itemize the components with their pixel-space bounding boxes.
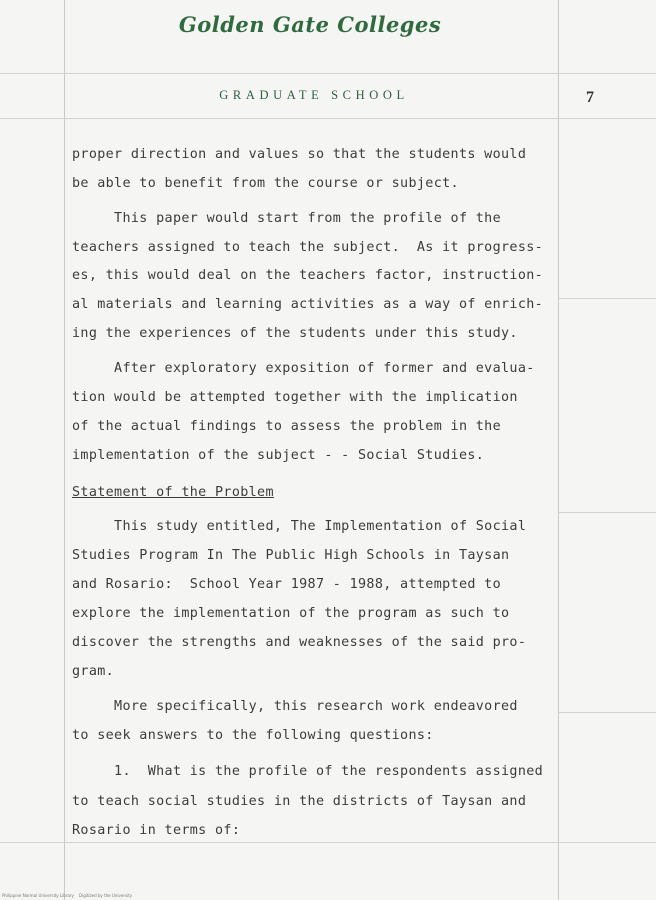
school-name: GRADUATE SCHOOL — [219, 88, 409, 102]
text-line: es, this would deal on the teachers factor, instruction- — [72, 268, 544, 283]
text-line: be able to benefit from the course or subject. — [72, 176, 459, 191]
text-line: of the actual findings to assess the problem in the — [72, 419, 502, 434]
ruled-line — [0, 73, 656, 74]
margin-line-left — [64, 0, 65, 900]
text-line: ing the experiences of the students under this study. — [72, 326, 518, 341]
text-line: al materials and learning activities as a way of enrich- — [72, 297, 544, 312]
text-line: proper direction and values so that the students would — [72, 147, 527, 162]
text-line: implementation of the subject - - Social Studies. — [72, 448, 485, 463]
ruled-line — [0, 842, 656, 843]
institution-name: Golden Gate Colleges — [178, 12, 442, 37]
text-line: This study entitled, The Implementation of Social — [72, 519, 527, 534]
ruled-line — [558, 712, 656, 713]
text-line: to seek answers to the following questions: — [72, 728, 434, 743]
text-line: to teach social studies in the districts of Taysan and — [72, 794, 527, 809]
ruled-line — [558, 512, 656, 513]
section-heading: Statement of the Problem — [72, 485, 274, 500]
text-line: After exploratory exposition of former and evalua- — [72, 361, 535, 376]
text-line: More specifically, this research work endeavored — [72, 699, 518, 714]
page-number: 7 — [586, 89, 594, 106]
text-line: gram. — [72, 664, 115, 679]
text-line: 1. What is the profile of the respondents assigned — [72, 764, 544, 779]
text-line: discover the strengths and weaknesses of the said pro- — [72, 635, 527, 650]
text-line: and Rosario: School Year 1987 - 1988, attempted to — [72, 577, 502, 592]
ruled-line — [558, 298, 656, 299]
footer-watermark: Philippine Normal University Library Digitized by the University — [2, 893, 133, 898]
margin-line-right — [558, 0, 559, 900]
text-line: This paper would start from the profile of the — [72, 211, 502, 226]
text-line: Rosario in terms of: — [72, 823, 241, 838]
ruled-line — [0, 118, 656, 119]
text-line: explore the implementation of the program as such to — [72, 606, 510, 621]
text-line: teachers assigned to teach the subject. As it progress- — [72, 240, 544, 255]
text-line: Studies Program In The Public High Schools in Taysan — [72, 548, 510, 563]
text-line: tion would be attempted together with the implication — [72, 390, 518, 405]
